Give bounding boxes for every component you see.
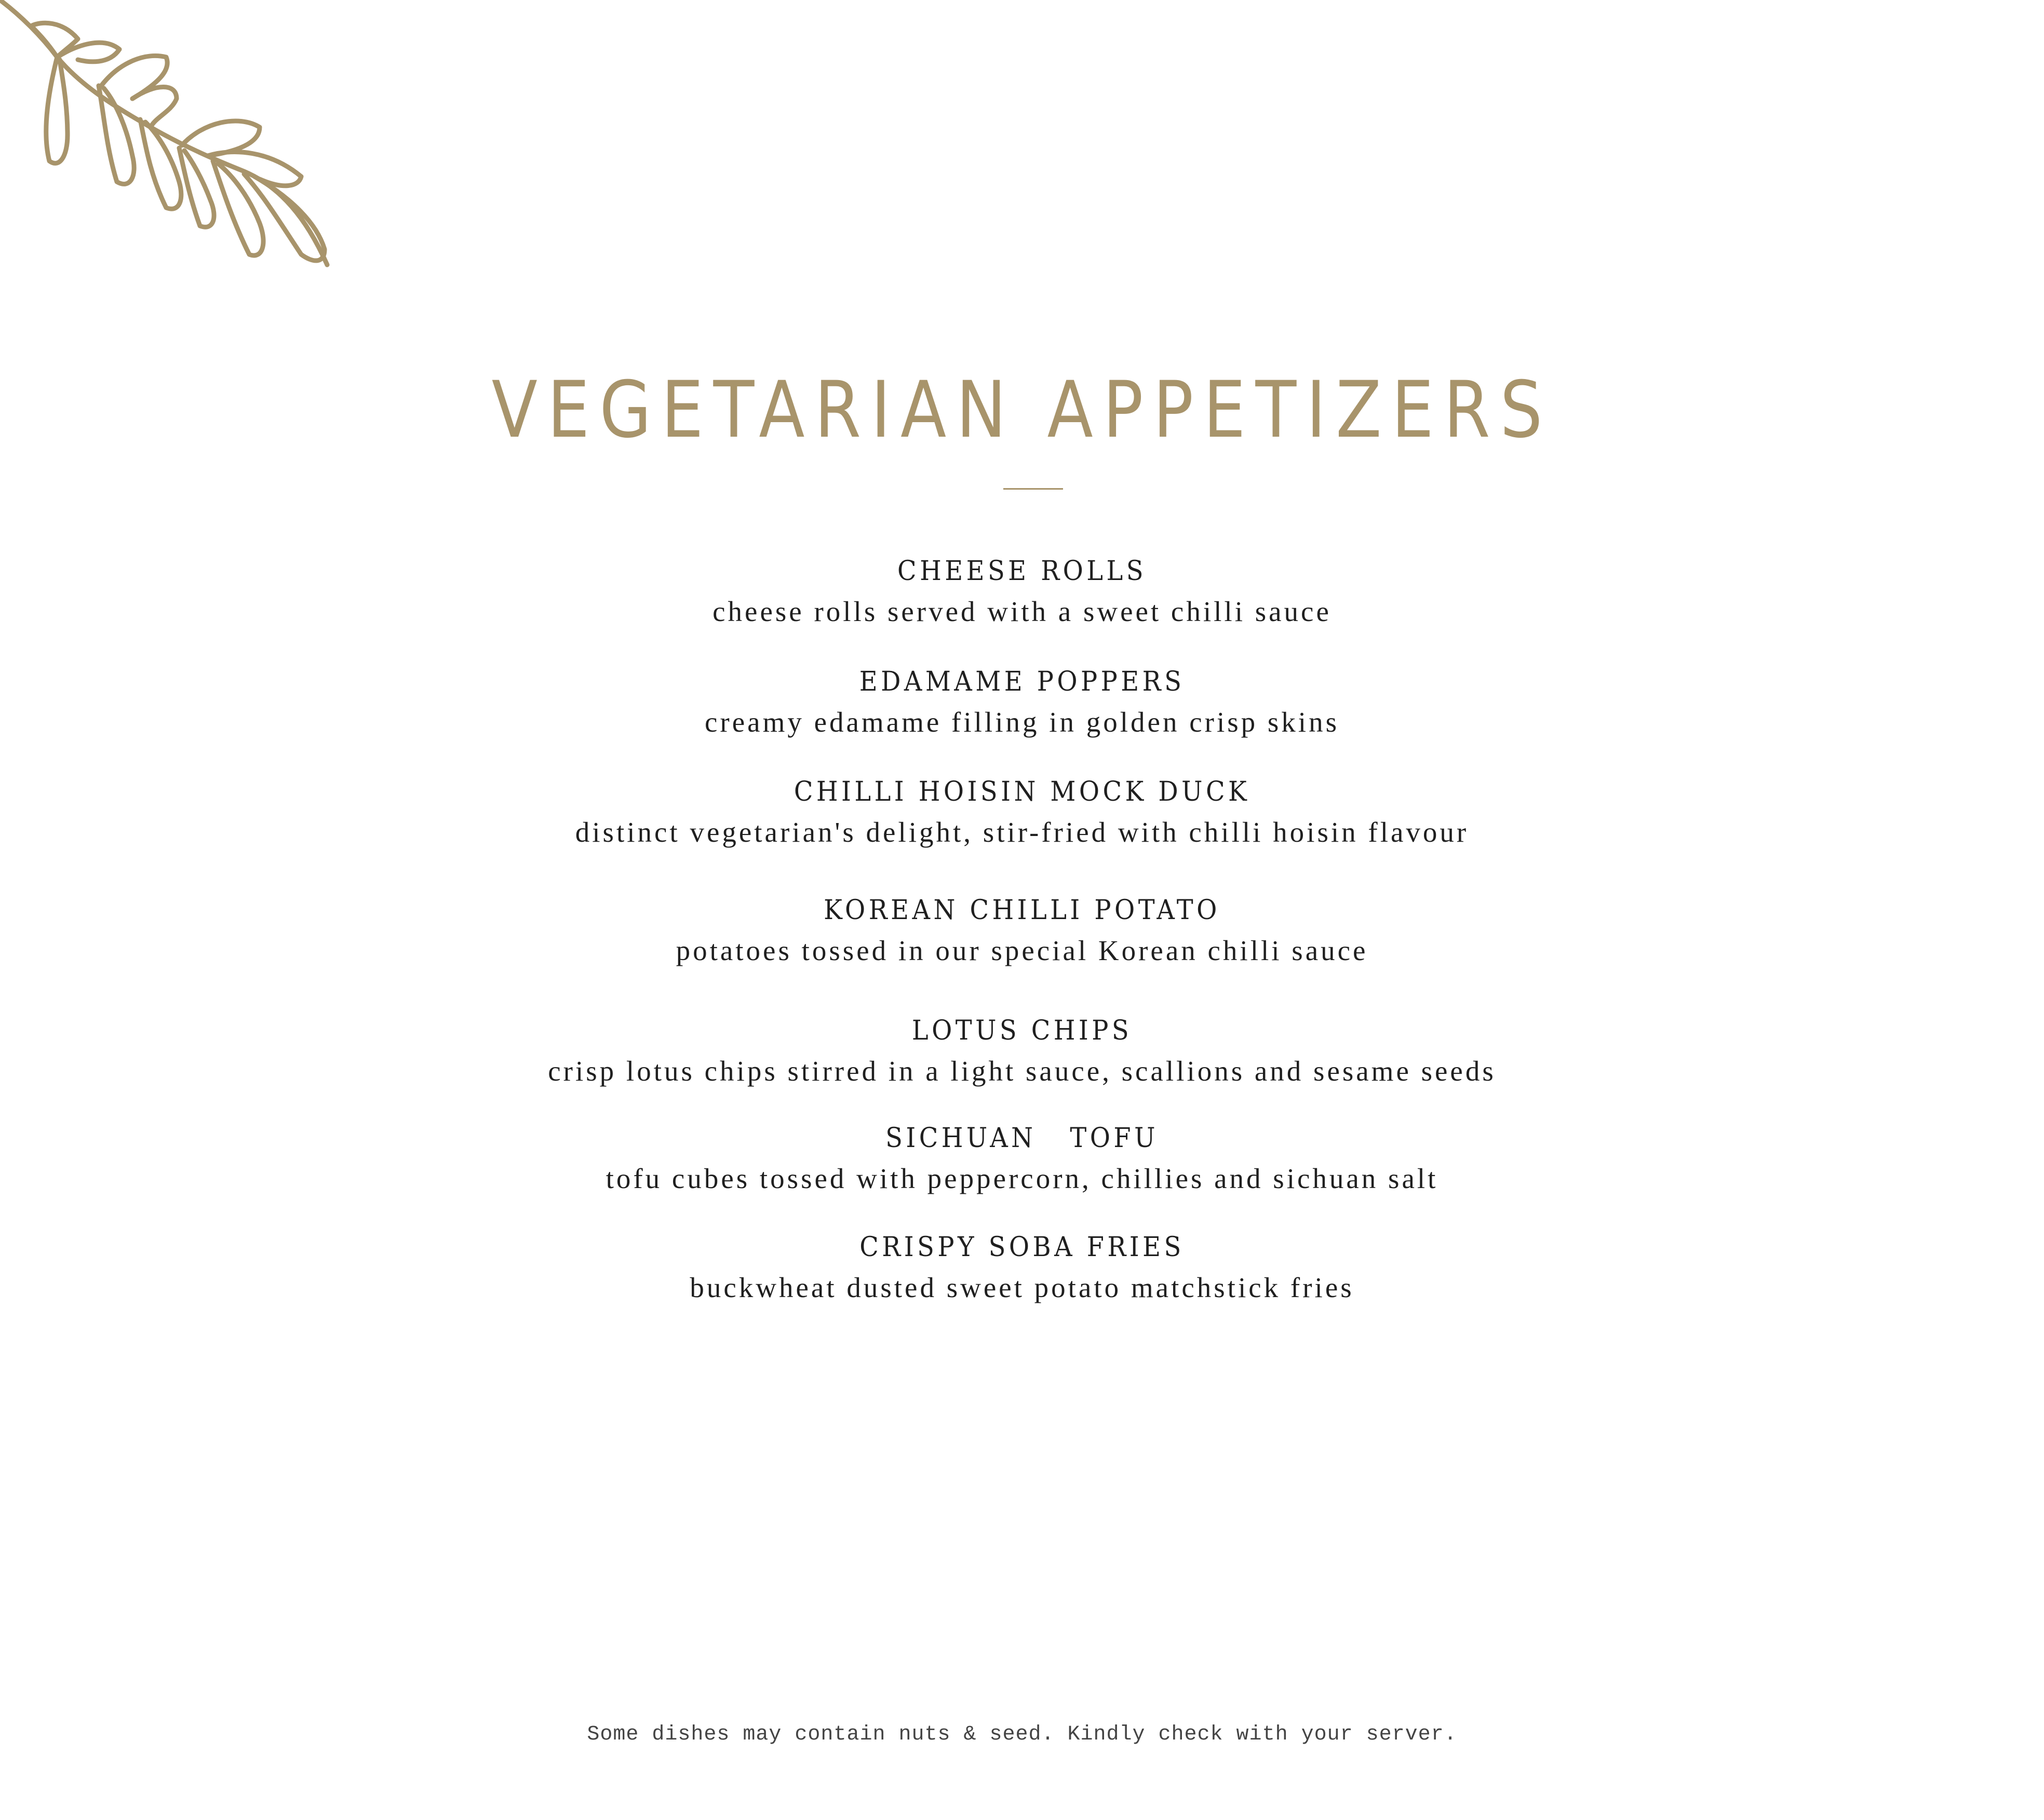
menu-item-description: creamy edamame filling in golden crisp skins [705,706,1339,738]
menu-item-name: CRISPY SOBA FRIES [859,1232,1185,1263]
menu-item-name: CHILLI HOISIN MOCK DUCK [794,776,1250,807]
menu-item [0,774,2044,851]
leaf-sprig-icon [0,0,343,280]
title-divider [1003,488,1063,490]
menu-title: VEGETARIAN APPETIZERS [491,365,1553,455]
menu-item-description: crisp lotus chips stirred in a light sauce, scallions and sesame seeds [548,1055,1496,1087]
menu-item-name: LOTUS CHIPS [911,1015,1133,1046]
menu-item-name: KOREAN CHILLI POTATO [824,895,1220,926]
menu-item-name: EDAMAME POPPERS [859,666,1185,697]
menu-item [0,892,2044,969]
menu-item-name: SICHUAN TOFU [885,1123,1159,1154]
menu-item [0,1229,2044,1306]
menu-item-description: distinct vegetarian's delight, stir-fried with chilli hoisin flavour [575,816,1469,848]
menu-item-description: cheese rolls served with a sweet chilli sauce [712,596,1332,627]
menu-item [0,1120,2044,1197]
menu-item [0,553,2044,630]
menu-item-description: buckwheat dusted sweet potato matchstick fries [690,1272,1354,1303]
menu-item-description: potatoes tossed in our special Korean chilli sauce [676,935,1368,966]
menu-item-name: CHEESE ROLLS [897,556,1147,587]
menu-item-description: tofu cubes tossed with peppercorn, chillies and sichuan salt [606,1163,1438,1194]
allergen-note: Some dishes may contain nuts & seed. Kindly check with your server. [587,1723,1457,1746]
menu-item [0,1013,2044,1089]
menu-item [0,664,2044,740]
